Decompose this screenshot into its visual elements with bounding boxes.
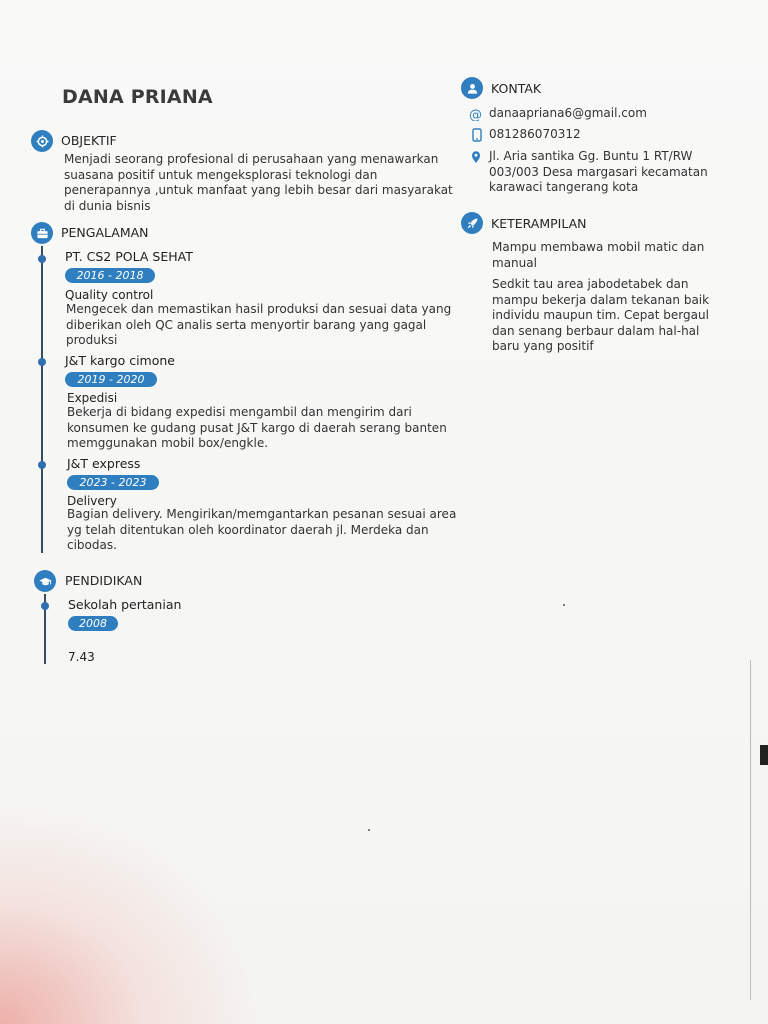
period-badge: 2023 - 2023: [67, 475, 159, 490]
svg-text:@: @: [469, 108, 482, 121]
objective-text: [64, 152, 464, 214]
address-line: karawaci tangerang kota: [489, 180, 639, 194]
timeline-dot: [38, 358, 46, 366]
skill-line: individu maupun tim. Cepat bergaul: [492, 308, 709, 322]
year-badge: 2008: [68, 616, 118, 631]
job-description: [66, 302, 461, 349]
location-pin-icon: [469, 149, 483, 163]
skill-item: [492, 277, 732, 355]
timeline-dot: [38, 461, 46, 469]
skill-line: dan senang berbaur dalam hal-hal: [492, 323, 700, 338]
graduation-cap-icon: [34, 570, 56, 592]
job-role: Delivery: [67, 494, 117, 508]
section-title-keterampilan: KETERAMPILAN: [491, 216, 587, 231]
description-line: memggunakan mobil box/engkle.: [67, 436, 269, 450]
description-line: yg telah ditentukan oleh koordinator daerah jl. Merdeka dan: [67, 522, 429, 537]
description-line: produksi: [66, 333, 118, 347]
contact-email[interactable]: danaapriana6@gmail.com: [489, 106, 647, 120]
section-title-objektif: OBJEKTIF: [61, 133, 117, 148]
description-line: konsumen ke gudang pusat J&T kargo di daerah serang banten: [67, 420, 447, 435]
description-line: Mengecek dan memastikan hasil produksi dan sesuai data yang: [66, 302, 452, 316]
timeline-dot: [38, 255, 46, 263]
timeline-dot: [41, 602, 49, 610]
description-line: Bekerja di bidang expedisi mengambil dan mengirim dari: [67, 405, 412, 419]
objective-line: penerapannya ,untuk manfaat yang lebih besar dari masyarakat: [64, 183, 453, 197]
period-badge: 2019 - 2020: [65, 372, 157, 387]
objective-line: di dunia bisnis: [64, 198, 151, 213]
contact-address: [489, 149, 729, 196]
skill-line: manual: [492, 255, 537, 270]
at-sign-icon: [469, 106, 483, 120]
section-title-kontak: KONTAK: [491, 81, 542, 96]
paper-edge-mark: [760, 745, 768, 765]
section-title-pengalaman: PENGALAMAN: [61, 225, 149, 240]
contact-phone[interactable]: 081286070312: [489, 127, 581, 141]
briefcase-icon: [31, 222, 53, 244]
description-line: Bagian delivery. Mengirikan/memgantarkan pesanan sesuai area: [67, 507, 457, 521]
section-title-pendidikan: PENDIDIKAN: [65, 573, 143, 588]
experience-timeline: [41, 246, 43, 553]
objective-line: suasana positif untuk mengeksplorasi teknologi dan: [64, 167, 378, 182]
speck: [368, 829, 370, 831]
grade-score: 7.43: [68, 650, 95, 664]
job-description: [67, 405, 462, 452]
skill-line: mampu bekerja dalam tekanan baik: [492, 292, 710, 307]
period-badge: 2016 - 2018: [65, 268, 155, 283]
address-line: 003/003 Desa margasari kecamatan: [489, 164, 708, 179]
target-icon: [31, 130, 53, 152]
description-line: diberikan oleh QC analis serta menyortir barang yang gagal: [66, 317, 427, 332]
company-name: PT. CS2 POLA SEHAT: [65, 249, 193, 264]
skill-line: baru yang positif: [492, 339, 594, 353]
company-name: J&T kargo cimone: [65, 353, 175, 368]
speck: [563, 604, 565, 606]
rocket-icon: [461, 212, 483, 234]
job-description: [67, 507, 462, 554]
candidate-name: DANA PRIANA: [62, 86, 213, 108]
skill-line: Sedkit tau area jabodetabek dan: [492, 277, 689, 291]
company-name: J&T express: [67, 456, 141, 471]
objective-line: Menjadi seorang profesional di perusahaan yang menawarkan: [64, 152, 439, 166]
skill-item: [492, 240, 732, 271]
paper-edge-line: [750, 660, 751, 1000]
user-icon: [461, 77, 483, 99]
address-line: Jl. Aria santika Gg. Buntu 1 RT/RW: [489, 149, 693, 163]
phone-icon: [470, 127, 484, 141]
school-name: Sekolah pertanian: [68, 597, 182, 612]
job-role: Expedisi: [67, 391, 118, 405]
job-role: Quality control: [65, 288, 154, 302]
description-line: cibodas.: [67, 538, 117, 552]
skill-line: Mampu membawa mobil matic dan: [492, 240, 705, 254]
